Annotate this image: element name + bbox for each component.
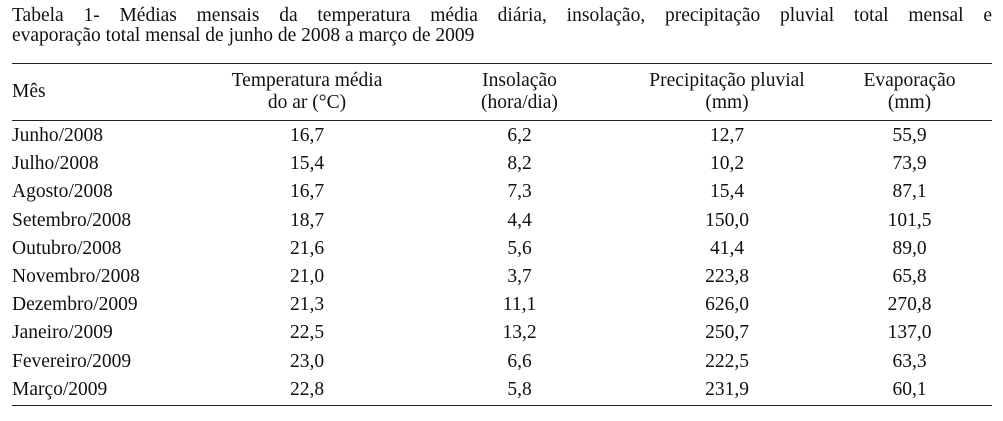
cell-temperatura: 21,0 [289, 266, 325, 288]
cell-evaporacao: 87,1 [892, 181, 927, 203]
header-temperatura-line-1: Temperatura média [231, 70, 383, 91]
table-bottom-rule [12, 405, 992, 406]
cell-evaporacao: 137,0 [887, 322, 932, 344]
cell-insolacao: 4,4 [507, 209, 532, 231]
cell-insolacao: 5,8 [507, 378, 532, 400]
table-row [12, 120, 992, 150]
cell-insolacao: 7,3 [507, 181, 532, 203]
header-temperatura [202, 64, 412, 120]
cell-temperatura: 22,5 [289, 322, 325, 344]
cell-evaporacao: 55,9 [892, 125, 927, 147]
cell-mes: Março/2009 [12, 378, 108, 400]
cell-precipitacao: 15,4 [709, 181, 745, 203]
cell-temperatura: 15,4 [289, 153, 325, 175]
cell-precipitacao: 41,4 [709, 237, 745, 259]
table-row [12, 376, 992, 404]
cell-mes: Janeiro/2009 [12, 322, 113, 344]
table-row [12, 348, 992, 376]
cell-evaporacao: 63,3 [892, 350, 927, 372]
cell-precipitacao: 626,0 [705, 294, 749, 316]
cell-precipitacao: 10,2 [709, 153, 745, 175]
header-precipitacao-line-2: (mm) [705, 92, 749, 113]
cell-insolacao: 8,2 [507, 153, 532, 175]
header-evaporacao [827, 64, 992, 120]
cell-temperatura: 18,7 [289, 209, 325, 231]
table-caption [12, 6, 992, 46]
cell-evaporacao: 89,0 [892, 237, 927, 259]
cell-mes: Junho/2008 [12, 125, 104, 147]
cell-insolacao: 6,6 [507, 350, 532, 372]
table-row [12, 178, 992, 206]
cell-evaporacao: 65,8 [892, 266, 927, 288]
cell-temperatura: 16,7 [289, 125, 325, 147]
header-insolacao [412, 64, 627, 120]
header-temperatura-line-2: do ar (°C) [267, 92, 347, 113]
table-header-row [12, 64, 992, 120]
cell-mes: Outubro/2008 [12, 237, 122, 259]
cell-temperatura: 21,6 [289, 237, 325, 259]
cell-mes: Julho/2008 [12, 153, 99, 175]
caption-line-1: Tabela 1- Médias mensais da temperatura média diária, insolação, precipitação pluvial total mensal e [12, 5, 992, 26]
header-mes [12, 64, 202, 120]
cell-mes: Dezembro/2009 [12, 294, 138, 316]
cell-precipitacao: 150,0 [705, 209, 749, 231]
cell-precipitacao: 250,7 [705, 322, 749, 344]
header-precipitacao [627, 64, 827, 120]
header-insolacao-line-2: (hora/dia) [481, 92, 558, 113]
cell-evaporacao: 101,5 [887, 209, 932, 231]
cell-mes: Setembro/2008 [12, 209, 132, 231]
cell-temperatura: 16,7 [289, 181, 325, 203]
cell-evaporacao: 60,1 [892, 378, 927, 400]
header-precipitacao-line-1: Precipitação pluvial [649, 70, 805, 91]
cell-insolacao: 11,1 [502, 294, 537, 316]
cell-insolacao: 6,2 [507, 125, 532, 147]
cell-mes: Novembro/2008 [12, 266, 140, 288]
header-insolacao-line-1: Insolação [482, 70, 557, 91]
cell-precipitacao: 222,5 [705, 350, 749, 372]
cell-evaporacao: 270,8 [887, 294, 932, 316]
table-row [12, 235, 992, 263]
cell-precipitacao: 231,9 [705, 378, 749, 400]
cell-precipitacao: 12,7 [709, 125, 745, 147]
cell-temperatura: 21,3 [289, 294, 325, 316]
caption-line-2: evaporação total mensal de junho de 2008 a março de 2009 [12, 25, 475, 46]
table-row [12, 150, 992, 178]
cell-insolacao: 13,2 [502, 322, 537, 344]
header-mes-label: Mês [12, 81, 46, 102]
cell-temperatura: 22,8 [289, 378, 325, 400]
data-table [12, 64, 992, 404]
cell-mes: Fevereiro/2009 [12, 350, 132, 372]
table-row [12, 207, 992, 235]
cell-precipitacao: 223,8 [705, 266, 749, 288]
header-evaporacao-line-2: (mm) [887, 92, 932, 113]
cell-insolacao: 3,7 [507, 266, 532, 288]
cell-insolacao: 5,6 [507, 237, 532, 259]
table-row [12, 263, 992, 291]
header-evaporacao-line-1: Evaporação [863, 70, 956, 91]
table-row [12, 291, 992, 319]
cell-mes: Agosto/2008 [12, 181, 113, 203]
cell-temperatura: 23,0 [289, 350, 325, 372]
table-row [12, 319, 992, 347]
cell-evaporacao: 73,9 [892, 153, 927, 175]
